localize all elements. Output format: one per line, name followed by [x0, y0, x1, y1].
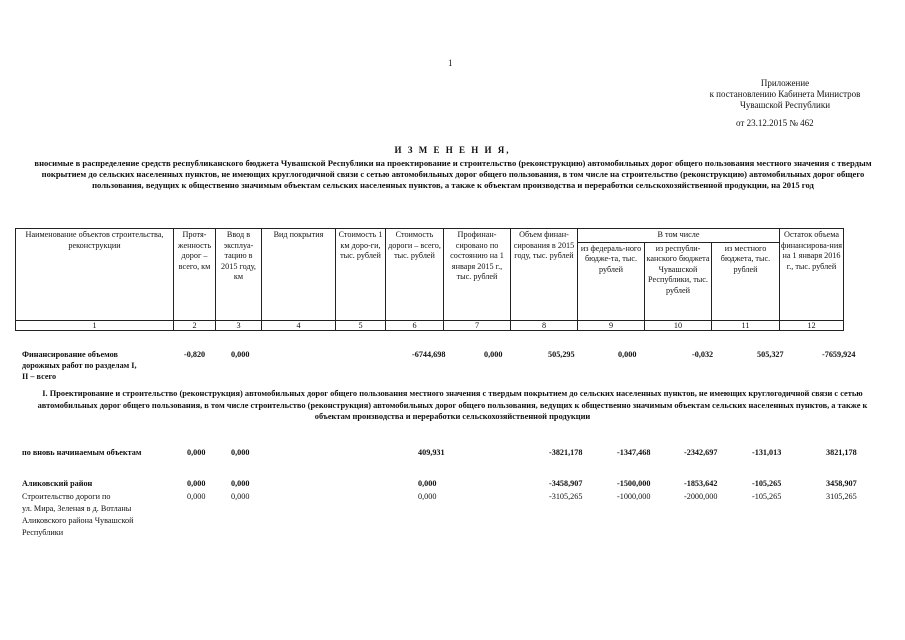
column-number: 9	[578, 320, 645, 330]
header-c4: Вид покрытия	[262, 229, 336, 321]
column-number: 5	[336, 320, 386, 330]
appendix-line-2: к постановлению Кабинета Министров	[709, 89, 861, 99]
row-total-length: -0,820	[184, 350, 206, 359]
row-road-republican: -2000,000	[684, 492, 718, 501]
row-alikovsky-federal: -1500,000	[617, 479, 651, 488]
row-road-cost: 0,000	[418, 492, 437, 501]
row-total-name-3: II – всего	[22, 372, 57, 381]
header-c9: из федераль-ного бюдже-та, тыс. рублей	[578, 242, 645, 320]
row-total-financed: 0,000	[484, 350, 503, 359]
row-total-republican: -0,032	[692, 350, 714, 359]
row-new-length: 0,000	[187, 448, 206, 457]
column-number: 6	[386, 320, 444, 330]
row-total-volume: 505,295	[548, 350, 575, 359]
column-number: 8	[511, 320, 578, 330]
appendix-line-1: Приложение	[760, 78, 810, 88]
row-road-name-3: Аликовского района Чувашской	[22, 516, 134, 525]
section-1-heading: I. Проектирование и строительство (реконструкция) автомобильных дорог общего пользования местного значения с твердым покрытием до сельских населенных пунктов, не имеющих круглогодичной связи с сетью автомобильных дорог общего пользования, в том числе строительство (реконструкция) автомобильных дорог общего пользования, ведущих к общественно значимым объектам сельских населенных пунктов, а также к объектам производства и переработки сельскохозяйственной продукции	[37, 389, 868, 421]
header-c12: Остаток объема финансирова-ния на 1 января 2016 г., тыс. рублей	[780, 229, 844, 321]
column-number: 3	[216, 320, 262, 330]
row-road-length: 0,000	[187, 492, 206, 501]
row-total-name-1: Финансирование объемов	[22, 350, 118, 359]
header-c6: Стоимость дороги – всего, тыс. рублей	[386, 229, 444, 321]
row-alikovsky-commission: 0,000	[231, 479, 250, 488]
header-c2: Протя-женность дорог – всего, км	[174, 229, 216, 321]
row-road-local: -105,265	[752, 492, 782, 501]
row-road-volume: -3105,265	[549, 492, 583, 501]
appendix-date: от 23.12.2015 № 462	[736, 118, 814, 128]
page-number: 1	[448, 58, 453, 68]
header-c8: Объем финан-сирования в 2015 году, тыс. рублей	[511, 229, 578, 321]
column-number: 1	[16, 320, 174, 330]
row-alikovsky-republican: -1853,642	[684, 479, 718, 488]
row-road-commission: 0,000	[231, 492, 250, 501]
document-title: И З М Е Н Е Н И Я,	[394, 145, 511, 155]
row-alikovsky-length: 0,000	[187, 479, 206, 488]
column-number: 7	[444, 320, 511, 330]
row-new-commission: 0,000	[231, 448, 250, 457]
row-total-cost: -6744,698	[412, 350, 446, 359]
row-road-federal: -1000,000	[617, 492, 651, 501]
column-number: 11	[712, 320, 780, 330]
header-c1: Наименование объектов строительства, реконструкции	[16, 229, 174, 321]
row-alikovsky-name: Аликовский район	[22, 479, 93, 488]
row-new-local: -131,013	[752, 448, 782, 457]
row-new-federal: -1347,468	[617, 448, 651, 457]
row-alikovsky-remainder: 3458,907	[826, 479, 857, 488]
header-c10: из республи-канского бюджета Чувашской Республики, тыс. рублей	[645, 242, 712, 320]
row-total-commission: 0,000	[231, 350, 250, 359]
column-number: 2	[174, 320, 216, 330]
row-total-name-2: дорожных работ по разделам I,	[22, 361, 137, 370]
header-c3: Ввод в эксплуа-тацию в 2015 году, км	[216, 229, 262, 321]
row-road-name-2: ул. Мира, Зеленая в д. Вотланы	[22, 504, 132, 513]
row-total-remainder: -7659,924	[822, 350, 856, 359]
header-table	[15, 228, 844, 331]
column-number: 10	[645, 320, 712, 330]
row-new-volume: -3821,178	[549, 448, 583, 457]
document-subtitle: вносимые в распределение средств республиканского бюджета Чувашской Республики на проектирование и строительство (реконструкцию) автомобильных дорог общего пользования местного значения с твердым покрытием до сельских населенных пунктов, не имеющих круглогодичной связи с сетью автомобильных дорог общего пользования, в том числе на строительство (реконструкцию) автомобильных дорог общего пользования, ведущих к общественно значимым объектам сельских населенных пунктов, а также к объектам производства и переработки сельскохозяйственной продукции, на 2015 год	[34, 158, 872, 190]
row-new-remainder: 3821,178	[826, 448, 857, 457]
column-number: 12	[780, 320, 844, 330]
header-c7: Профинан-сировано по состоянию на 1 января 2015 г., тыс. рублей	[444, 229, 511, 321]
row-new-republican: -2342,697	[684, 448, 718, 457]
row-alikovsky-local: -105,265	[752, 479, 782, 488]
header-c11: из местного бюджета, тыс. рублей	[712, 242, 780, 320]
row-road-name-4: Республики	[22, 528, 64, 537]
header-c5: Стоимость 1 км доро-ги, тыс. рублей	[336, 229, 386, 321]
row-alikovsky-cost: 0,000	[418, 479, 437, 488]
column-number: 4	[262, 320, 336, 330]
row-new-cost: 409,931	[418, 448, 445, 457]
appendix-block	[690, 78, 880, 111]
row-total-local: 505,327	[757, 350, 784, 359]
row-new-name: по вновь начинаемым объектам	[22, 448, 142, 457]
appendix-line-3: Чувашской Республики	[739, 100, 831, 110]
row-road-remainder: 3105,265	[826, 492, 857, 501]
row-alikovsky-volume: -3458,907	[549, 479, 583, 488]
row-total-federal: 0,000	[618, 350, 637, 359]
header-group: В том числе	[578, 229, 780, 243]
row-road-name-1: Строительство дороги по	[22, 492, 111, 501]
